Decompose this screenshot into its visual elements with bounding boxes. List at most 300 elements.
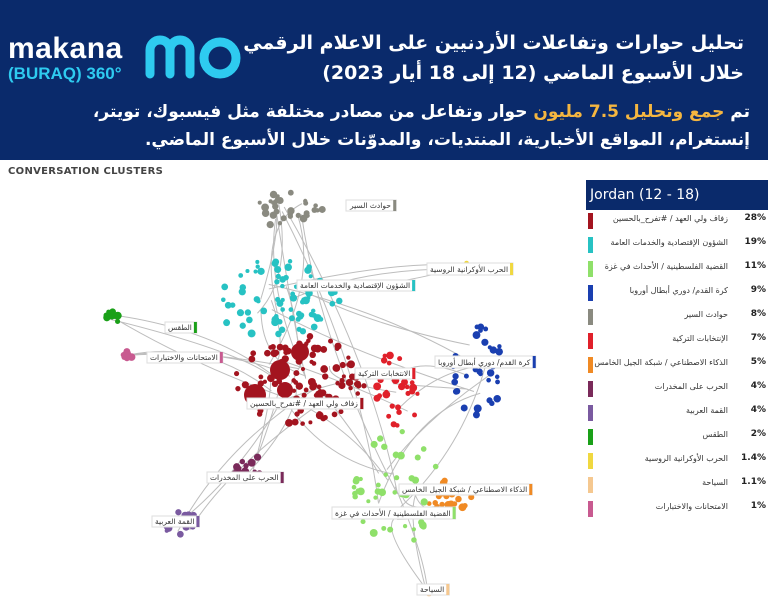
legend-percent: 11% [744, 261, 766, 271]
legend-percent: 1.1% [741, 477, 766, 487]
cluster-node [271, 318, 279, 326]
cluster-node [270, 344, 276, 350]
cluster-node [381, 357, 387, 363]
legend-swatch [588, 381, 593, 397]
cluster-node [271, 350, 279, 358]
cluster-node [277, 344, 284, 351]
cluster-node [387, 361, 392, 366]
cluster-label-text: الحرب على المخدرات [210, 473, 279, 482]
cluster-node [260, 308, 267, 315]
cluster-node [276, 274, 281, 279]
cluster-label [207, 472, 284, 483]
cluster-node [387, 527, 393, 533]
cluster-node [297, 327, 302, 332]
cluster-node [280, 284, 284, 288]
legend-label: الشؤون الإقتصادية والخدمات العامة [610, 238, 728, 247]
cluster-node [370, 529, 378, 537]
cluster-node [378, 489, 386, 497]
cluster-label-text: زفاف ولي العهد / #تفرح_بالحسين [250, 399, 358, 408]
legend-label: حوادث السير [684, 310, 728, 319]
cluster-node [495, 375, 500, 380]
legend-label: الحرب الأوكرانية الروسية [644, 454, 728, 463]
legend-item [586, 378, 768, 402]
legend-label: الطقس [702, 430, 728, 439]
cluster-node [234, 371, 239, 376]
cluster-node [283, 350, 288, 355]
cluster-node [412, 527, 416, 531]
cluster-node [281, 298, 285, 302]
cluster-node [336, 298, 342, 304]
cluster-node [239, 288, 246, 295]
cluster-node [352, 485, 357, 490]
cluster-node [175, 509, 181, 515]
cluster-node [115, 319, 120, 324]
cluster-node [373, 495, 377, 499]
cluster-node [301, 367, 305, 371]
cluster-node [256, 299, 260, 303]
cluster-node [486, 397, 492, 403]
cluster-node [279, 327, 285, 333]
cluster-node [371, 441, 378, 448]
legend-percent: 2% [750, 429, 766, 439]
cluster-node [401, 379, 408, 386]
cluster-node [308, 420, 312, 424]
cluster-node [257, 268, 264, 275]
cluster-label [346, 200, 396, 211]
cluster-label-text: الطقس [168, 323, 192, 332]
legend-label: القضية الفلسطينية / الأحداث في غزة [604, 262, 728, 271]
cluster-label-marker [281, 472, 284, 483]
cluster-node [302, 297, 310, 305]
cluster-node [267, 221, 274, 228]
cluster-node [478, 372, 483, 377]
cluster-node [432, 500, 437, 505]
cluster-node [396, 409, 401, 414]
network-edge [301, 214, 396, 491]
legend-swatch [588, 261, 593, 277]
cluster-nodes [258, 190, 326, 228]
cluster-node [263, 380, 267, 384]
cluster-node [250, 350, 256, 356]
cluster-nodes [121, 348, 136, 361]
cluster-node [381, 444, 387, 450]
summary-highlight: جمع وتحليل 7.5 مليون [533, 102, 725, 122]
legend-title: Jordan (12 - 18) [586, 180, 768, 210]
network-edge [190, 401, 324, 530]
cluster-node [381, 526, 386, 531]
cluster-node [376, 483, 381, 488]
cluster-node [257, 411, 262, 416]
cluster-node [311, 345, 319, 353]
summary-prefix: تم [724, 102, 750, 122]
cluster-node [455, 496, 461, 502]
summary-rest: حوار وتفاعل من مصادر مختلفة مثل فيسبوك، تويتر، إنستغرام، المواقع الأخبارية، المنتديات، والمدوّنات خلال الأسبوع الماضي. [92, 102, 750, 150]
cluster-node [395, 423, 400, 428]
cluster-node [275, 297, 280, 302]
cluster-node [415, 454, 421, 460]
cluster-node [114, 312, 122, 320]
cluster-node [356, 383, 361, 388]
legend-percent: 7% [750, 333, 766, 343]
cluster-node [490, 346, 497, 353]
cluster-node [264, 350, 271, 357]
cluster-node [313, 203, 318, 208]
cluster-node [409, 388, 415, 394]
cluster-node [342, 374, 346, 378]
cluster-label-text: الامتحانات والاختبارات [150, 353, 218, 362]
cluster-node [270, 212, 277, 219]
cluster-node [278, 221, 282, 225]
cluster-node [386, 352, 394, 360]
cluster-node [393, 452, 400, 459]
legend-item [586, 282, 768, 306]
cluster-node [296, 213, 301, 218]
cluster-node [412, 413, 417, 418]
cluster-node [317, 384, 322, 389]
cluster-node [421, 446, 427, 452]
cluster-node [225, 302, 232, 309]
cluster-node [223, 319, 230, 326]
cluster-node [319, 317, 324, 322]
legend-percent: 28% [744, 213, 766, 223]
cluster-label [152, 516, 199, 527]
cluster-node [340, 362, 346, 368]
cluster-node [281, 215, 287, 221]
cluster-node [300, 421, 305, 426]
cluster-node [258, 201, 262, 205]
cluster-node [462, 503, 467, 508]
cluster-node [322, 367, 327, 372]
cluster-label-marker [412, 368, 415, 379]
cluster-node [495, 380, 500, 385]
cluster-label-marker [194, 322, 197, 333]
cluster-label [399, 484, 532, 495]
legend-item [586, 426, 768, 450]
cluster-node [274, 279, 279, 284]
legend-swatch [588, 309, 593, 325]
cluster-node [309, 351, 316, 358]
cluster-node [377, 435, 383, 441]
cluster-node [248, 329, 256, 337]
cluster-node [221, 284, 228, 291]
cluster-label-marker [533, 356, 536, 368]
cluster-node [352, 494, 357, 499]
cluster-hub-node [270, 360, 290, 380]
cluster-node [329, 301, 335, 307]
cluster-node [287, 207, 294, 214]
cluster-node [322, 373, 328, 379]
cluster-node [302, 393, 307, 398]
legend-label: زفاف ولي العهد / #تفرح_بالحسين [612, 214, 728, 223]
cluster-node [366, 499, 370, 503]
legend-label: القمة العربية [685, 406, 728, 415]
cluster-node [481, 339, 488, 346]
cluster-label [297, 280, 415, 291]
cluster-node [317, 411, 322, 416]
cluster-node [384, 390, 388, 394]
cluster-label [247, 398, 363, 409]
legend-item [586, 258, 768, 282]
cluster-node [412, 477, 419, 484]
cluster-node [262, 209, 270, 217]
cluster-node [106, 314, 111, 319]
legend-swatch [588, 501, 593, 517]
brand-subtitle: (BURAQ) 360° [8, 64, 122, 83]
cluster-node [328, 339, 333, 344]
cluster-node [288, 259, 292, 263]
header-banner [0, 0, 768, 160]
cluster-label-marker [220, 352, 223, 363]
cluster-node [453, 388, 459, 394]
legend-label: الامتحانات والاختبارات [655, 502, 728, 511]
cluster-node [394, 475, 399, 480]
cluster-node [127, 355, 133, 361]
cluster-node [246, 317, 253, 324]
legend-swatch [588, 429, 593, 445]
cluster-label [165, 322, 197, 333]
cluster-label [332, 507, 456, 519]
cluster-node [420, 523, 426, 529]
cluster-node [415, 392, 419, 396]
cluster-node [289, 315, 295, 321]
legend-swatch [588, 333, 593, 349]
legend-item [586, 474, 768, 498]
cluster-node [280, 307, 285, 312]
legend-item [586, 306, 768, 330]
cluster-node [256, 264, 260, 268]
network-edge [391, 519, 425, 588]
cluster-node [299, 312, 305, 318]
legend-item [586, 402, 768, 426]
cluster-node [277, 197, 284, 204]
cluster-node [255, 260, 259, 264]
cluster-node [403, 524, 407, 528]
legend-swatch [588, 405, 593, 421]
legend-swatch [588, 477, 593, 493]
cluster-node [311, 324, 318, 331]
cluster-node [314, 393, 319, 398]
cluster-node [386, 414, 391, 419]
cluster-hub-node [291, 343, 309, 361]
cluster-node [339, 378, 344, 383]
cluster-node [487, 369, 494, 376]
legend-item [586, 330, 768, 354]
cluster-hub-node [277, 382, 293, 398]
cluster-nodes [234, 333, 367, 427]
cluster-node [361, 519, 366, 524]
legend-swatch [588, 285, 593, 301]
cluster-node [254, 454, 261, 461]
cluster-node [493, 395, 500, 402]
cluster-node [285, 419, 293, 427]
cluster-node [383, 472, 388, 477]
brand-name: makana [8, 32, 123, 65]
cluster-node [303, 201, 308, 206]
cluster-label-marker [196, 516, 199, 527]
legend-panel [586, 180, 768, 600]
cluster-node [240, 323, 246, 329]
cluster-node [474, 405, 482, 413]
legend-item [586, 450, 768, 474]
cluster-node [452, 373, 458, 379]
cluster-node [411, 537, 416, 542]
cluster-node [464, 374, 469, 379]
cluster-label-text: الذكاء الاصطناعي / شبكة الجيل الخامس [402, 485, 528, 494]
cluster-node [392, 490, 397, 495]
cluster-node [348, 386, 352, 390]
cluster-label [147, 352, 223, 363]
cluster-node [253, 269, 257, 273]
cluster-node [234, 464, 239, 469]
summary-text [10, 98, 750, 154]
cluster-node [290, 294, 297, 301]
cluster-node [303, 215, 307, 219]
cluster-node [319, 206, 326, 213]
cluster-node [238, 273, 243, 278]
legend-label: السياحة [702, 478, 728, 487]
cluster-label-text: الشؤون الإقتصادية والخدمات العامة [300, 281, 411, 290]
legend-percent: 4% [750, 405, 766, 415]
cluster-node [356, 391, 361, 396]
cluster-node [221, 297, 226, 302]
cluster-label-text: السياحة [420, 585, 445, 594]
cluster-node [473, 411, 480, 418]
cluster-label-marker [529, 484, 532, 495]
cluster-node [339, 409, 344, 414]
cluster-node [288, 190, 294, 196]
cluster-node [237, 309, 244, 316]
cluster-node [347, 360, 355, 368]
cluster-node [248, 459, 256, 467]
cluster-node [177, 531, 184, 538]
legend-label: الإنتخابات التركية [672, 334, 728, 343]
cluster-node [274, 314, 279, 319]
cluster-node [304, 267, 311, 274]
cluster-node [346, 379, 353, 386]
cluster-node [346, 356, 350, 360]
legend-item [586, 234, 768, 258]
cluster-node [377, 393, 382, 398]
cluster-node [397, 356, 402, 361]
cluster-node [353, 478, 360, 485]
cluster-node [274, 266, 281, 273]
cluster-node [235, 386, 240, 391]
cluster-node [272, 258, 279, 265]
cluster-node [433, 464, 439, 470]
legend-percent: 8% [750, 309, 766, 319]
cluster-node [310, 382, 318, 390]
conversation-network [0, 180, 580, 600]
cluster-node [356, 488, 361, 493]
cluster-node [373, 382, 381, 390]
cluster-label-text: حوادث السير [350, 201, 391, 210]
cluster-node [451, 379, 458, 386]
cluster-label-text: القمة العربية [155, 517, 195, 526]
cluster-label-marker [446, 584, 449, 595]
legend-swatch [588, 213, 593, 229]
legend-label: كرة القدم/ دوري أبطال أوروبا [629, 286, 728, 295]
cluster-node [289, 307, 294, 312]
cluster-label [427, 263, 513, 275]
cluster-node [390, 403, 395, 408]
cluster-node [312, 361, 317, 366]
legend-item [586, 210, 768, 234]
cluster-node [284, 263, 291, 270]
cluster-node [293, 370, 299, 376]
legend-percent: 4% [750, 381, 766, 391]
legend-swatch [588, 357, 593, 373]
cluster-label-text: الحرب الأوكرانية الروسية [430, 265, 509, 274]
cluster-node [400, 429, 405, 434]
cluster-node [320, 346, 327, 353]
cluster-nodes [103, 308, 121, 324]
cluster-label [355, 368, 415, 379]
cluster-node [361, 383, 366, 388]
cluster-node [442, 478, 448, 484]
cluster-node [294, 411, 299, 416]
cluster-label-marker [412, 280, 415, 291]
legend-percent: 1.4% [741, 453, 766, 463]
cluster-node [395, 404, 401, 410]
cluster-node [248, 356, 255, 363]
cluster-label-text: كرة القدم/ دوري أبطال أوروبا [438, 358, 531, 367]
cluster-node [245, 269, 249, 273]
cluster-node [311, 309, 315, 313]
legend-percent: 9% [750, 285, 766, 295]
cluster-node [296, 383, 303, 390]
cluster-node [461, 404, 468, 411]
cluster-label-text: القضية الفلسطينية / الأحداث في غزة [335, 509, 451, 518]
cluster-node [486, 378, 491, 383]
legend-swatch [588, 237, 593, 253]
cluster-label [435, 356, 536, 368]
cluster-node [359, 477, 363, 481]
cluster-node [258, 375, 263, 380]
cluster-nodes [221, 258, 343, 337]
cluster-node [475, 325, 480, 330]
cluster-node [308, 335, 312, 339]
cluster-node [309, 274, 313, 278]
cluster-label-marker [510, 263, 513, 275]
page-title: تحليل حوارات وتفاعلات الأردنيين على الاعلام الرقمي خلال الأسبوع الماضي (12 إلى 18 أيار 2023) [243, 32, 744, 84]
cluster-label-text: الانتخابات التركية [358, 369, 411, 378]
cluster-node [288, 214, 293, 219]
legend-percent: 5% [750, 357, 766, 367]
legend-list [586, 210, 768, 522]
cluster-node [304, 387, 309, 392]
cluster-node [332, 411, 338, 417]
legend-item [586, 354, 768, 378]
legend-swatch [588, 453, 593, 469]
cluster-label [417, 584, 449, 595]
cluster-node [240, 459, 245, 464]
cluster-label-marker [360, 398, 363, 409]
cluster-node [335, 347, 339, 351]
cluster-label-marker [393, 200, 396, 211]
cluster-node [245, 309, 251, 315]
cluster-node [497, 344, 501, 348]
legend-percent: 19% [744, 237, 766, 247]
cluster-node [421, 498, 428, 505]
cluster-node [439, 502, 444, 507]
cluster-label-marker [453, 507, 456, 519]
legend-item [586, 498, 768, 522]
section-title: CONVERSATION CLUSTERS [8, 166, 164, 177]
cluster-node [333, 364, 341, 372]
legend-label: الذكاء الاصطناعي / شبكة الجيل الخامس [594, 358, 728, 367]
cluster-node [269, 199, 273, 203]
legend-percent: 1% [750, 501, 766, 511]
